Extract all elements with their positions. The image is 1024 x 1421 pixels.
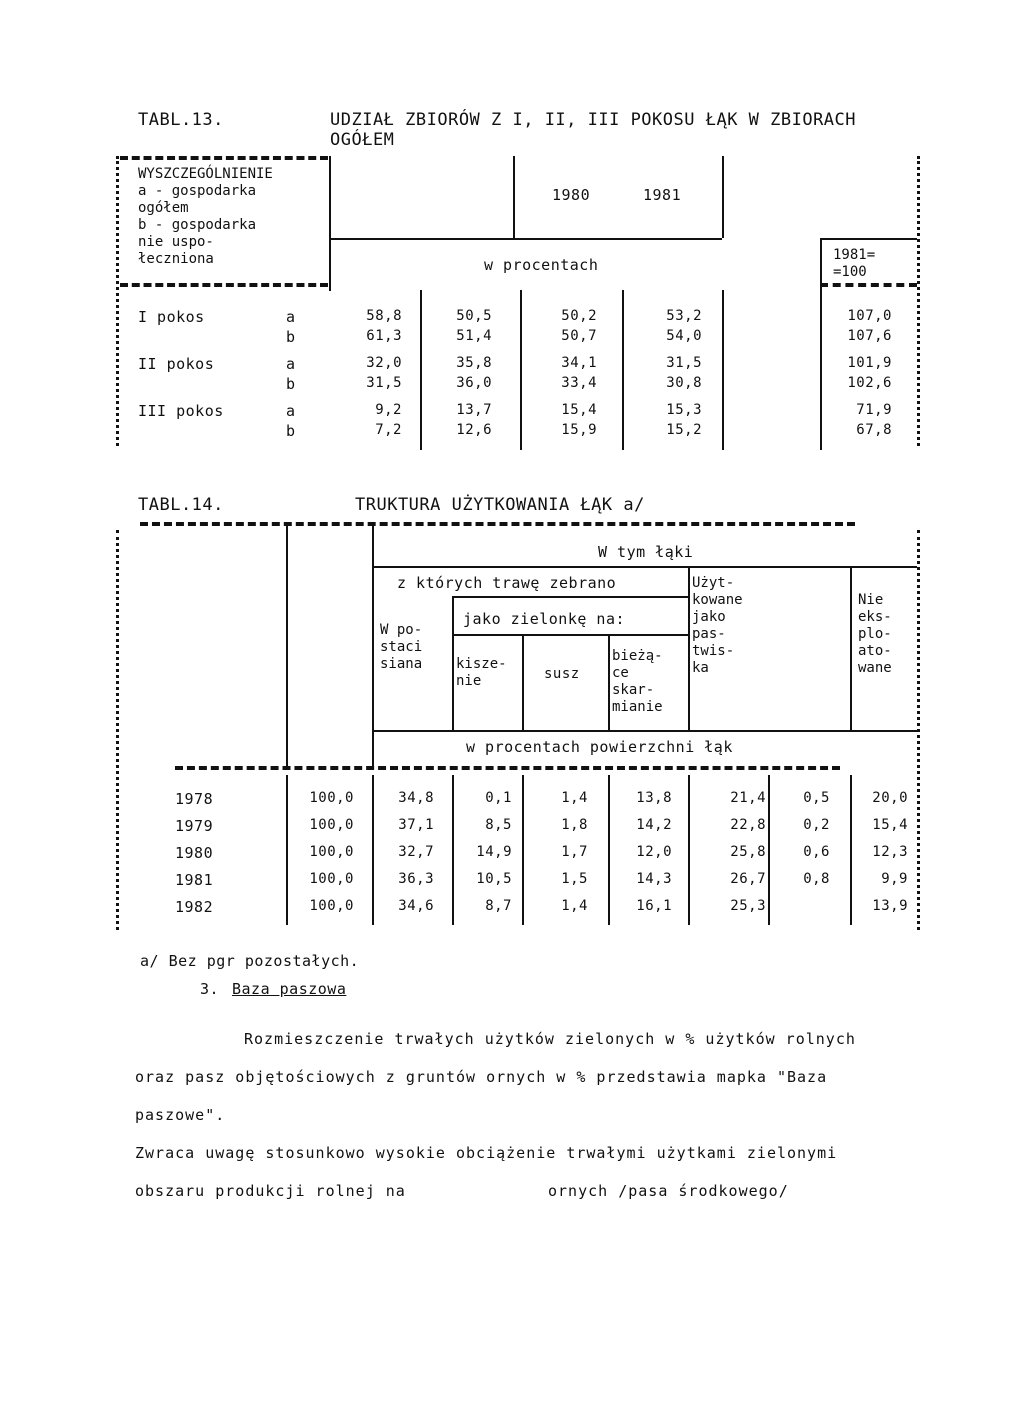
tab13-cell: 58,8 [366,308,402,324]
tab14-vline-b7 [768,775,770,925]
tab13-cell: 9,2 [375,402,402,418]
tab14-zielonka-rule [452,634,688,636]
tab13-cell: 7,2 [375,422,402,438]
tab13-cell: 15,2 [666,422,702,438]
tab13-cell: 13,7 [456,402,492,418]
tab13-cell: 51,4 [456,328,492,344]
tab14-cell: 12,0 [636,844,672,860]
tab14-cell: 0,5 [803,790,830,806]
tab14-year: 1978 [175,790,214,808]
tab13-vline-stub [329,156,331,291]
tab13-cell: 50,7 [561,328,597,344]
paragraph-1-line-2: oraz pasz objętościowych z gruntów ornych w % przedstawia mapka "Baza [135,1068,828,1086]
tab14-nie-header: Nie eks- plo- ato- wane [858,592,892,676]
tab14-year: 1980 [175,844,214,862]
tab14-right-border [917,530,920,930]
tab14-cell: 34,6 [398,898,434,914]
tab14-cell: 0,1 [485,790,512,806]
tab13-row-key: a [286,355,296,373]
tab13-cell: 15,4 [561,402,597,418]
tab14-kiszenie-header: kisze- nie [456,656,507,689]
tab13-vline-header-a [513,156,515,238]
tab13-cell: 107,0 [847,308,892,324]
tab13-row-key: b [286,328,296,346]
tab13-cell: 12,6 [456,422,492,438]
tab14-cell: 12,3 [872,844,908,860]
tab14-cell: 10,5 [476,871,512,887]
tab14-cell: 13,8 [636,790,672,806]
tab14-cell: 13,9 [872,898,908,914]
tab14-cell: 15,4 [872,817,908,833]
tab13-vline-body-3 [622,290,624,450]
tab14-cell: 1,5 [561,871,588,887]
tab13-cell: 31,5 [366,375,402,391]
tab14-z-ktorych: z których trawę zebrano [397,574,617,592]
tab14-cell: 100,0 [309,790,354,806]
tab14-cell: 0,6 [803,844,830,860]
tab13-cell: 36,0 [456,375,492,391]
tab13-title-line2: OGÓŁEM [330,130,395,150]
tab13-cell: 32,0 [366,355,402,371]
tab14-vline-kiszenie [522,634,524,730]
tab13-vline-body-5 [820,290,822,450]
paragraph-1-line-3: paszowe". [135,1106,226,1124]
tab14-cell: 1,4 [561,790,588,806]
tab13-row-key: b [286,422,296,440]
tab13-row-key: b [286,375,296,393]
tab14-cell: 100,0 [309,871,354,887]
tab14-w-tym-rule [372,566,917,568]
paragraph-1-line-1: Rozmieszczenie trwałych użytków zielonych w % użytków rolnych [244,1030,856,1048]
tab14-cell: 14,3 [636,871,672,887]
tab14-cell: 9,9 [881,871,908,887]
tab14-vline-b6 [688,775,690,925]
tab14-vline-b3 [452,775,454,925]
tab13-cell: 67,8 [856,422,892,438]
tab14-year: 1982 [175,898,214,916]
tab14-cell: 100,0 [309,817,354,833]
tab14-z-ktorych-rule [452,596,688,598]
tab14-cell: 0,8 [803,871,830,887]
tab14-vline-b8 [850,775,852,925]
tab14-vline-susz [608,634,610,730]
tab14-cell: 36,3 [398,871,434,887]
tab14-w-tym: W tym łąki [598,543,694,561]
tab13-index-header: 1981= =100 [833,247,876,280]
tab14-susz-header: susz [544,666,580,682]
tab13-cell: 71,9 [856,402,892,418]
tab13-unit: w procentach [484,256,599,274]
tab14-year: 1981 [175,871,214,889]
tab14-top-rule [140,522,855,526]
tab13-col-1980: 1980 [552,186,591,204]
tab13-vline-body-1 [420,290,422,450]
tab14-cell: 14,9 [476,844,512,860]
tab13-cell: 50,5 [456,308,492,324]
tab14-vline-total [372,525,374,770]
tab13-cell: 61,3 [366,328,402,344]
tab14-title: TRUKTURA UŻYTKOWANIA ŁĄK a/ [355,495,645,515]
tab14-biezace-header: bieżą- ce skar- mianie [612,648,663,715]
tab13-row-name: III pokos [138,402,224,420]
tab14-vline-zielonka [452,596,454,730]
tab13-row-key: a [286,308,296,326]
tab14-cell: 26,7 [730,871,766,887]
tab13-cell: 102,6 [847,375,892,391]
tab13-row-name: I pokos [138,308,205,326]
tab13-label: TABL.13. [138,110,224,130]
tab13-vline-header-b [722,156,724,238]
tab14-label: TABL.14. [138,495,224,515]
tab14-cell: 100,0 [309,844,354,860]
tab13-vline-body-2 [520,290,522,450]
paragraph-2-line-2a: obszaru produkcji rolnej na [135,1182,406,1200]
tab14-cell: 25,3 [730,898,766,914]
tab13-stub-header: WYSZCZEGÓLNIENIE a - gospodarka ogółem b - gospodarka nie uspo- łeczniona [138,166,273,267]
tab14-cell: 1,4 [561,898,588,914]
footnote: a/ Bez pgr pozostałych. [140,952,360,970]
tab14-cell: 32,7 [398,844,434,860]
tab14-zielonka-header: jako zielonkę na: [463,610,626,628]
tab14-cell: 8,5 [485,817,512,833]
tab14-header-bottom-rule [372,730,917,732]
tab13-cell: 15,9 [561,422,597,438]
tab13-vline-body-4 [722,290,724,450]
tab14-cell: 0,2 [803,817,830,833]
tab14-left-border [116,530,119,930]
tab14-cell: 37,1 [398,817,434,833]
tab14-cell: 34,8 [398,790,434,806]
tab13-cell: 35,8 [456,355,492,371]
tab14-cell: 100,0 [309,898,354,914]
tab13-cell: 31,5 [666,355,702,371]
tab13-header-rule [329,238,722,240]
tab14-uzytkowane-header: Użyt- kowane jako pas- twis- ka [692,575,743,676]
tab14-cell: 20,0 [872,790,908,806]
tab14-body-rule [175,766,840,770]
tab13-index-bottom-rule [820,283,917,287]
tab14-cell: 1,8 [561,817,588,833]
tab13-cell: 107,6 [847,328,892,344]
tab13-cell: 30,8 [666,375,702,391]
tab14-vline-b4 [522,775,524,925]
tab13-cell: 33,4 [561,375,597,391]
tab13-cell: 101,9 [847,355,892,371]
tab13-right-border [917,156,920,446]
tab14-vline-stub [286,525,288,770]
tab14-cell: 1,7 [561,844,588,860]
tab14-cell: 22,8 [730,817,766,833]
paragraph-2-line-2b: ornych /pasa środkowego/ [548,1182,789,1200]
tab14-year: 1979 [175,817,214,835]
tab14-vline-nie [850,566,852,730]
tab13-row-key: a [286,402,296,420]
tab14-cell: 14,2 [636,817,672,833]
section-title: Baza paszowa [232,980,347,998]
tab13-top-rule [120,156,328,160]
tab14-unit: w procentach powierzchni łąk [466,738,733,756]
tab13-title: UDZIAŁ ZBIORÓW Z I, II, III POKOSU ŁĄK W ZBIORACH [330,110,857,130]
tab13-col-1981: 1981 [643,186,682,204]
section-number: 3. [200,980,220,998]
tab14-vline-uzytkowane [688,566,690,730]
paragraph-2-line-1: Zwraca uwagę stosunkowo wysokie obciążenie trwałymi użytkami zielonymi [135,1144,838,1162]
tab13-index-rule [820,238,917,240]
tab14-cell: 25,8 [730,844,766,860]
tab13-cell: 50,2 [561,308,597,324]
tab14-cell: 16,1 [636,898,672,914]
tab14-cell: 21,4 [730,790,766,806]
tab13-row-name: II pokos [138,355,215,373]
tab14-siano-header: W po- staci siana [380,622,423,672]
tab13-cell: 54,0 [666,328,702,344]
tab14-vline-b5 [608,775,610,925]
tab13-left-border [116,156,119,446]
tab14-cell: 8,7 [485,898,512,914]
tab13-stub-rule [120,283,328,287]
tab14-vline-b1 [286,775,288,925]
tab13-cell: 34,1 [561,355,597,371]
tab13-cell: 15,3 [666,402,702,418]
tab13-cell: 53,2 [666,308,702,324]
